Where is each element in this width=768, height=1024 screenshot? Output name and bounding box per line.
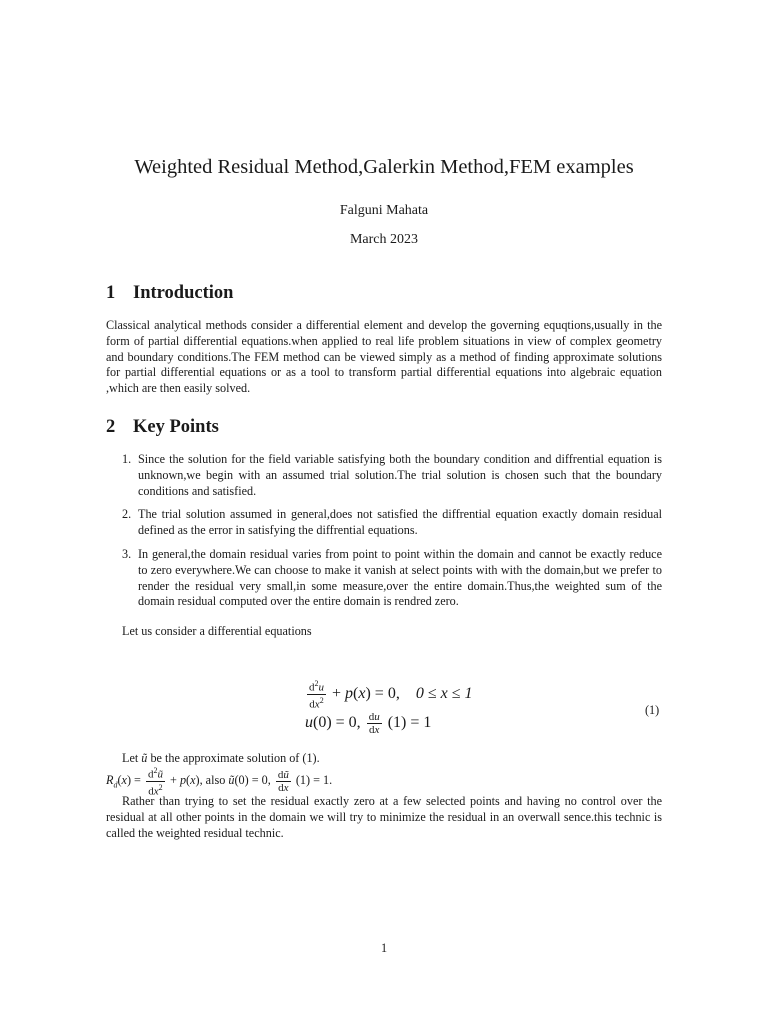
paper-author: Falguni Mahata (339, 203, 429, 218)
residual-definition: $R_d(x)$ = $\frac{d^2ũ}{dx^2}$ + p(x), also ũ(0) = 0, $\frac{dũ}{dx}$ (1) = 1. (106, 766, 333, 798)
section-title: Key Points (133, 417, 219, 437)
paper-title: Weighted Residual Method,Galerkin Method,FEM examples (134, 156, 634, 178)
lead-in-text: Let us consider a differential equations (122, 624, 312, 638)
section-number: 1 (106, 283, 116, 303)
section-title: Introduction (133, 283, 234, 303)
section-heading-introduction (106, 283, 233, 304)
closing-paragraph: Rather than trying to set the residual exactly zero at a few selected points and having no control over the residual at all other points in the domain we will try to minimize the residual in an overwall sence.this technic is called the weighted residual technic. (106, 794, 662, 840)
list-item: 3. In general,the domain residual varies from point to point within the domain and cannot be exactly reduce to zero everywhere.We can choose to make it vanish at select points with with the domain,but we prefer to render the residual very small,in some measure,over the entire domain.Thus,the weighted sum of the domain residual computed over the entire domain is rendred zero. (122, 546, 662, 609)
equation-number: (1) (645, 703, 660, 717)
paper-date: March 2023 (349, 232, 419, 247)
introduction-paragraph: Classical analytical methods consider a differential element and develop the governing equqtions,usually in the form of partial differential equations.when applied to real life problem situations in view of complex geometry and boundary conditions.The FEM method can be viewed simply as a method of finding approximate solutions for partial differential equations or as a tool to transform partial differential equations into algebraic equation ,which are then easily solved. (106, 318, 662, 396)
equation-line-2: u(0) = 0, $\frac{du}{dx}$ (1) = 1 (305, 711, 432, 736)
section-number: 2 (106, 417, 116, 437)
approx-solution-text: Let ũ be the approximate solution of (1). (122, 751, 320, 765)
page-number: 1 (380, 941, 388, 955)
equation-line-1: $\frac{d^2u}{dx^2}$ + p(x) = 0, 0 ≤ x ≤ 1 (309, 679, 473, 711)
equation-range: 0 ≤ x ≤ 1 (415, 684, 473, 702)
list-item: 1. Since the solution for the field variable satisfying both the boundary condition and diffrential equation is unknown,we begin with an assumed trial solution.The trial solution is chosen such that the boundary conditions and satisfied. (122, 452, 662, 498)
list-item: 2. The trial solution assumed in general,does not satisfied the diffrential equation exactly domain residual defined as the error in satisfying the diffrential equations. (122, 507, 662, 538)
section-heading-key-points (106, 417, 219, 438)
key-points-list (106, 452, 662, 618)
